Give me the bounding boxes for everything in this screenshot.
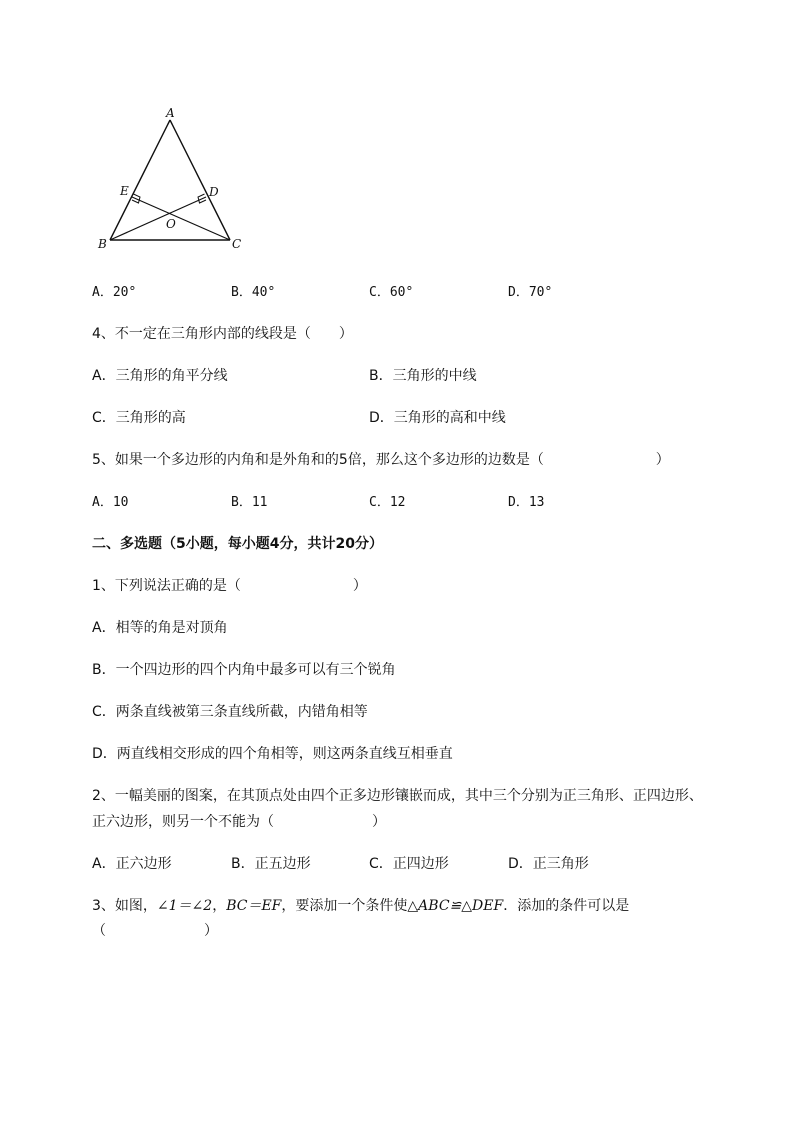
- segment-bd: [110, 197, 206, 240]
- q4-option-d: D．三角形的高和中线: [369, 410, 506, 426]
- label-o: O: [166, 217, 176, 231]
- segment-ce: [132, 197, 230, 240]
- label-b: B: [98, 237, 107, 251]
- m3-side-condition: BC＝EF: [226, 898, 282, 914]
- m2-option-a: A．正六边形: [92, 856, 172, 872]
- m1-option-c: C．两条直线被第三条直线所截，内错角相等: [92, 704, 368, 720]
- q4-stem: 4、不一定在三角形内部的线段是（ ）: [92, 326, 353, 342]
- m1-option-a: A．相等的角是对顶角: [92, 620, 228, 636]
- label-e: E: [120, 184, 129, 198]
- q3-option-a: A．20°: [92, 285, 137, 300]
- section-heading: 二、多选题（5小题，每小题4分，共计20分）: [92, 536, 383, 552]
- q5-option-b: B．11: [231, 495, 268, 510]
- m3-stem-line1: [92, 896, 629, 916]
- q4-option-a: A．三角形的角平分线: [92, 368, 228, 384]
- q5-stem: 5、如果一个多边形的内角和是外角和的5倍，那么这个多边形的边数是（ ）: [92, 452, 670, 468]
- q3-option-d: D．70°: [508, 285, 553, 300]
- q3-option-c: C．60°: [369, 285, 414, 300]
- m3-sep: ，: [212, 898, 227, 914]
- m2-option-c: C．正四边形: [369, 856, 449, 872]
- q5-option-d: D．13: [508, 495, 545, 510]
- m1-option-d: D．两直线相交形成的四个角相等，则这两条直线互相垂直: [92, 746, 453, 762]
- m3-congruence: △ABC≌△DEF: [407, 898, 504, 914]
- triangle-figure: [92, 100, 262, 260]
- side-ac: [170, 120, 230, 240]
- label-a: A: [166, 106, 175, 120]
- m1-stem: 1、下列说法正确的是（ ）: [92, 578, 367, 594]
- label-c: C: [232, 237, 242, 251]
- m2-option-b: B．正五边形: [231, 856, 311, 872]
- q5-option-a: A．10: [92, 495, 129, 510]
- m2-stem-line2: 正六边形，则另一个不能为（ ）: [92, 814, 386, 830]
- side-ab: [110, 120, 170, 240]
- q5-option-c: C．12: [369, 495, 406, 510]
- label-d: D: [209, 185, 219, 199]
- m3-mid: ，要添加一个条件使: [281, 898, 408, 914]
- q4-option-c: C．三角形的高: [92, 410, 186, 426]
- m3-prefix: 3、如图，: [92, 898, 157, 914]
- m3-suffix: ．添加的条件可以是: [503, 898, 630, 914]
- m1-option-b: B．一个四边形的四个内角中最多可以有三个锐角: [92, 662, 396, 678]
- q4-option-b: B．三角形的中线: [369, 368, 477, 384]
- q3-option-b: B．40°: [231, 285, 276, 300]
- triangle-diagram: [92, 100, 262, 260]
- m2-stem-line1: 2、一幅美丽的图案，在其顶点处由四个正多边形镶嵌而成，其中三个分别为正三角形、正四边形、: [92, 788, 703, 804]
- m2-option-d: D．正三角形: [508, 856, 589, 872]
- m3-stem-line2: （ ）: [92, 923, 218, 939]
- m3-angle-condition: ∠1＝∠2: [156, 898, 213, 914]
